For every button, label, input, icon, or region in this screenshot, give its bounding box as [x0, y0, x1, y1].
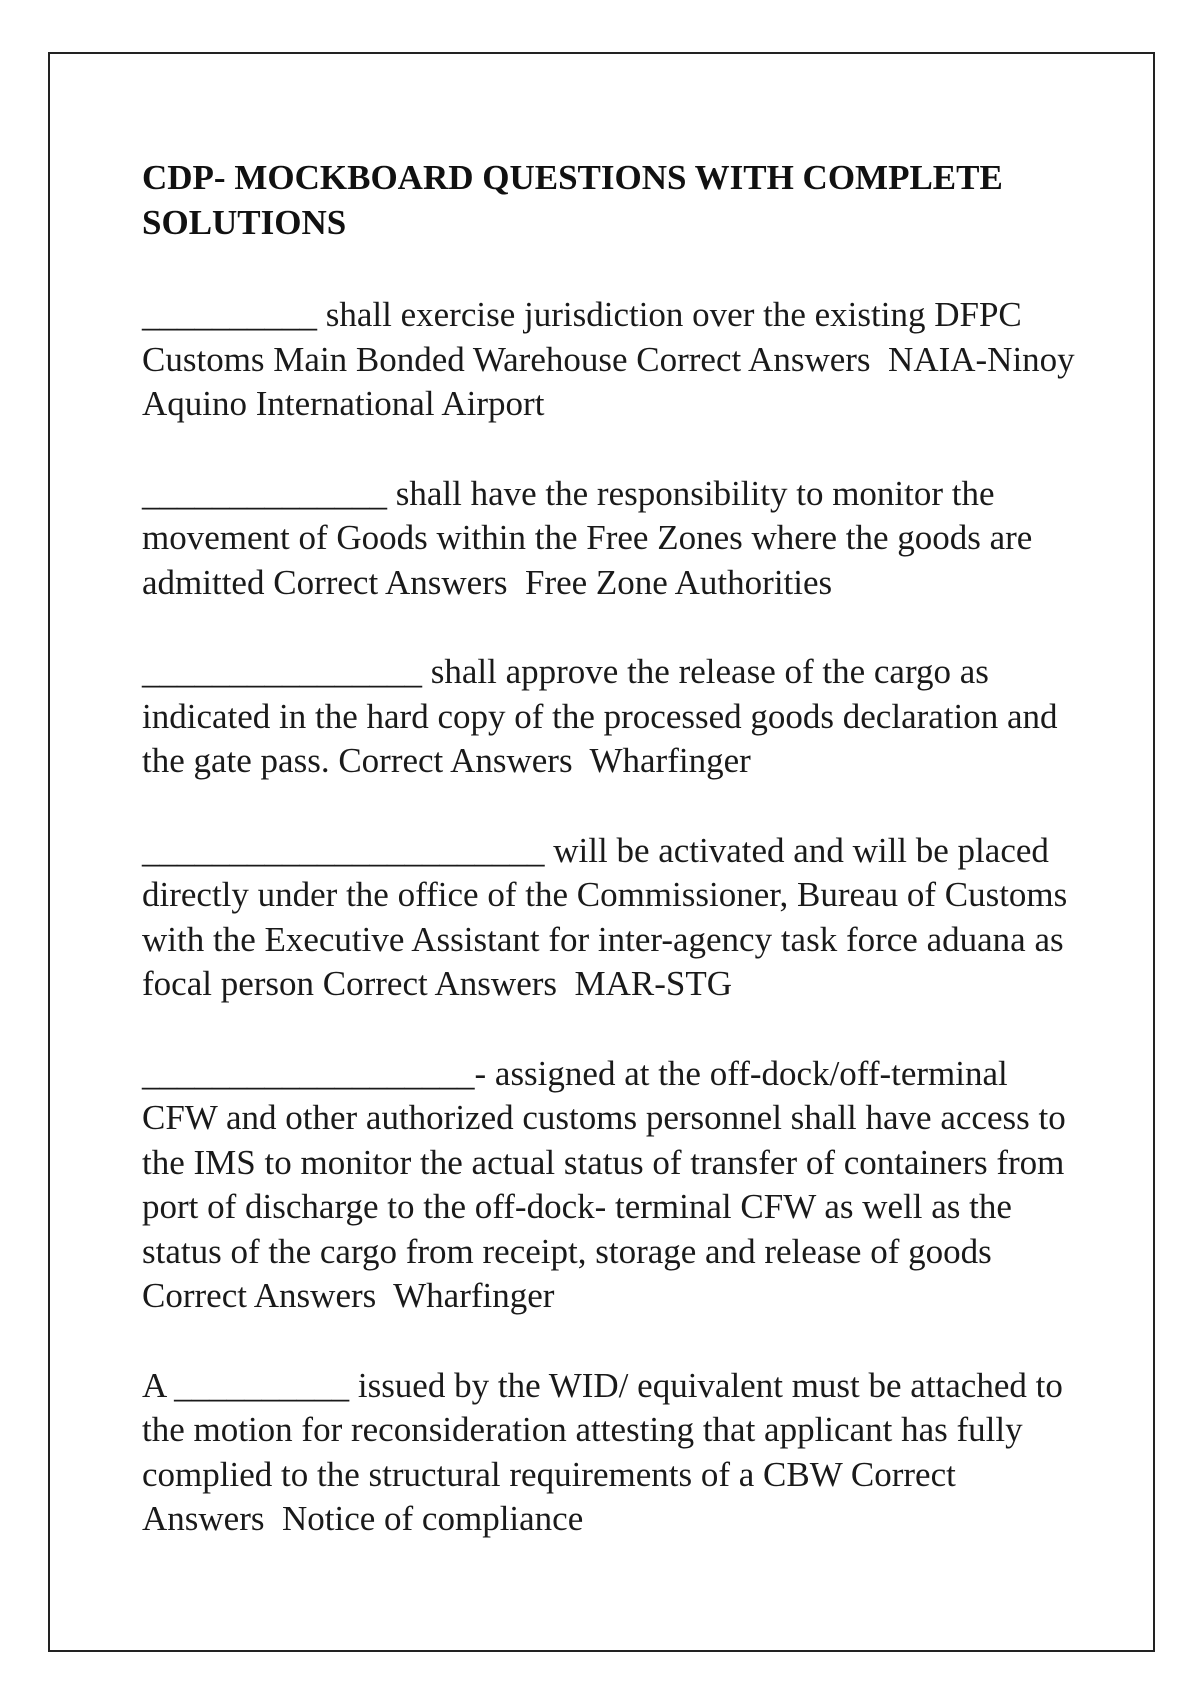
question-text: __________ shall exercise jurisdiction over the existing DFPC Customs Main Bonded Warehouse — [142, 295, 1031, 379]
answer-label: Correct Answers — [338, 741, 573, 780]
document-title: CDP- MOCKBOARD QUESTIONS WITH COMPLETE SOLUTIONS — [142, 158, 1003, 242]
answer-label: Correct Answers — [273, 562, 508, 602]
question-text: ___________________- assigned at the off-dock/off-terminal CFW and other authorized customs personnel shall have access to the IMS to monitor the actual status of transfer of containers from port of discharge to the off-dock- terminal CFW as well as the status of the cargo from receipt, storage and release of goods — [142, 1053, 1075, 1271]
answer-text: NAIA-Ninoy Aquino International Airport — [142, 339, 1082, 423]
answer-label: Correct Answers — [142, 1276, 377, 1315]
answer-text: Wharfinger — [393, 1276, 555, 1315]
answer-text: Notice of compliance — [281, 1499, 584, 1538]
answer-label: Correct Answers — [322, 964, 558, 1003]
answer-label: Correct Answers — [636, 339, 871, 379]
answer-text: Free Zone Authorities — [524, 562, 833, 602]
answer-text: MAR-STG — [574, 964, 733, 1003]
qa-item — [142, 1052, 1082, 1319]
qa-item — [142, 293, 1082, 427]
qa-item — [142, 650, 1082, 784]
answer-label: Correct Answers — [142, 1454, 963, 1538]
question-text: ______________ shall have the responsibility to monitor the movement of Goods within the Free Zones where the goods are admitted — [142, 473, 1042, 602]
question-text: ________________ shall approve the release of the cargo as indicated in the hard copy of the processed goods declaration and the gate pass. — [142, 652, 1067, 780]
question-text: A __________ issued by the WID/ equivalent must be attached to the motion for reconsideration attesting that applicant has fully complied to the structural requirements of a CBW — [142, 1365, 1072, 1494]
document-body — [142, 155, 1082, 1587]
question-text: _______________________ will be activated and will be placed directly under the office of the Commissioner, Bureau of Customs with the Executive Assistant for inter-agency task force aduana as focal person — [142, 830, 1077, 1003]
qa-item — [142, 472, 1082, 606]
qa-item — [142, 829, 1082, 1007]
qa-item — [142, 1364, 1082, 1542]
answer-text: Wharfinger — [589, 741, 751, 780]
